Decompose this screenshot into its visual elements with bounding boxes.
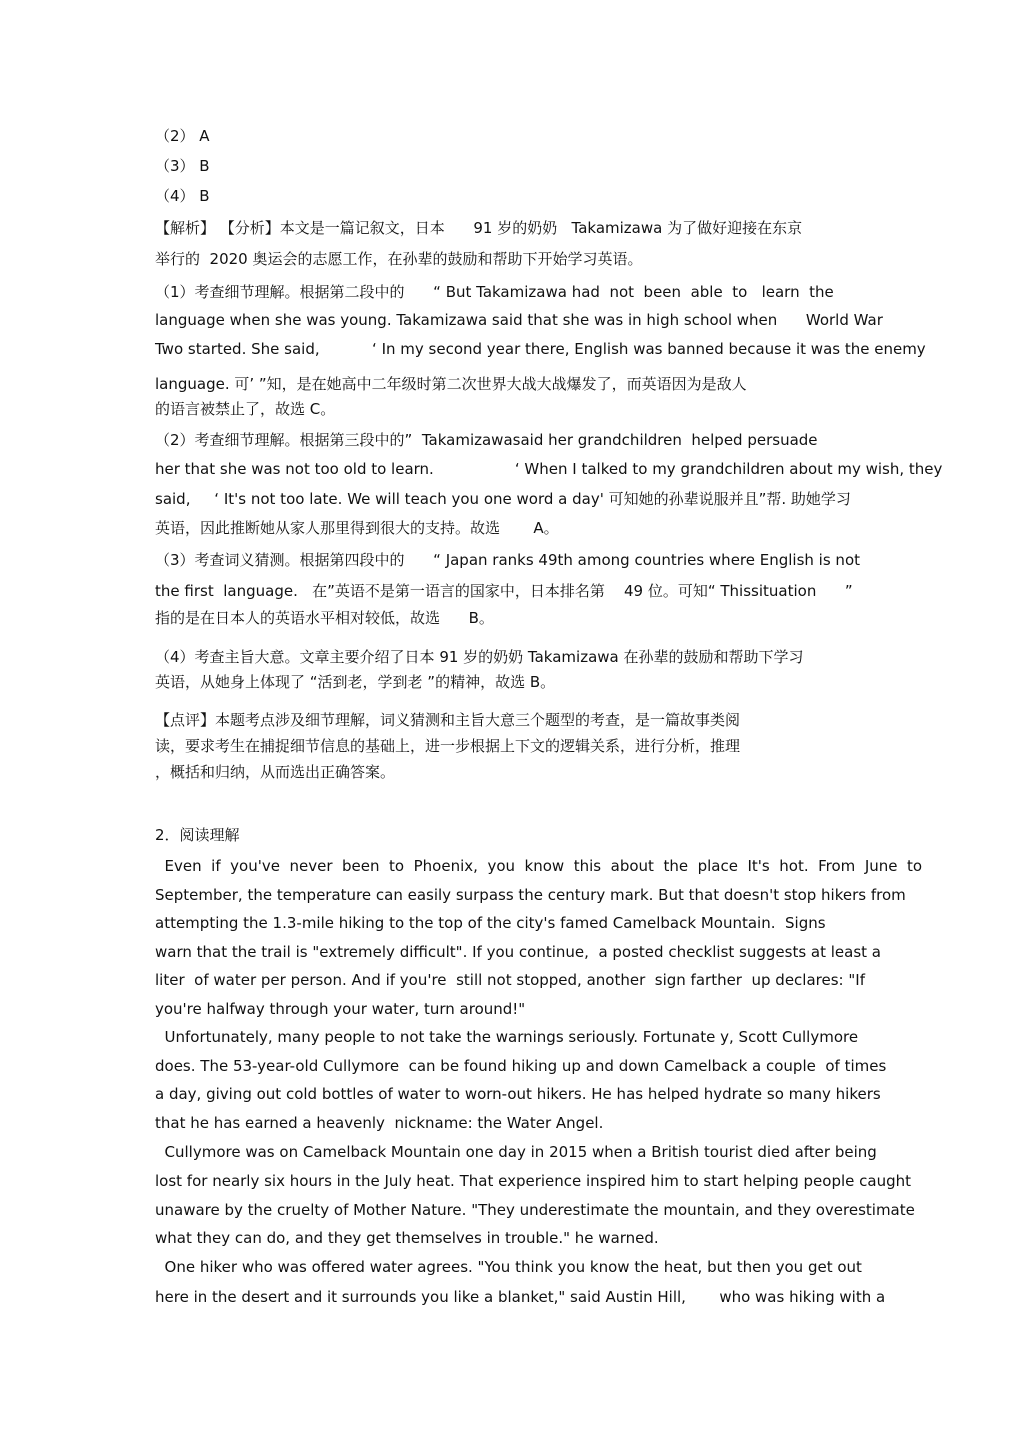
analysis-line: 举行的 2020 奥运会的志愿工作，在孙辈的鼓励和帮助下开始学习英语。 bbox=[155, 250, 643, 268]
passage-line: One hiker who was offered water agrees. "You think you know the heat, but then you get out bbox=[155, 1258, 862, 1276]
passage-line: a day, giving out cold bottles of water to worn-out hikers. He has helped hydrate so many hikers bbox=[155, 1085, 881, 1103]
passage-line: Cullymore was on Camelback Mountain one day in 2015 when a British tourist died after being bbox=[155, 1143, 877, 1161]
analysis-line: （2）考查细节理解。根据第三段中的” Takamizawasaid her grandchildren helped persuade bbox=[155, 431, 818, 449]
passage-line: here in the desert and it surrounds you like a blanket," said Austin Hill, who was hiking with a bbox=[155, 1288, 886, 1306]
analysis-line: （3）考查词义猜测。根据第四段中的 “ Japan ranks 49th among countries where English is not bbox=[155, 551, 861, 569]
analysis-line: （4）考查主旨大意。文章主要介绍了日本 91 岁的奶奶 Takamizawa 在孙辈的鼓励和帮助下学习 bbox=[155, 648, 804, 666]
passage-line: lost for nearly six hours in the July heat. That experience inspired him to start helping people caught bbox=[155, 1172, 911, 1190]
passage-line: attempting the 1.3-mile hiking to the top of the city's famed Camelback Mountain. Signs bbox=[155, 914, 826, 932]
passage-line: you're halfway through your water, turn around!" bbox=[155, 1000, 526, 1018]
analysis-line: 指的是在日本人的英语水平相对较低，故选 B。 bbox=[155, 609, 494, 627]
analysis-line: her that she was not too old to learn. ‘ When I talked to my grandchildren about my wish, they bbox=[155, 460, 943, 478]
analysis-line: language. 可’ ”知，是在她高中二年级时第二次世界大战大战爆发了，而英语因为是敌人 bbox=[155, 375, 747, 393]
passage-line: does. The 53-year-old Cullymore can be found hiking up and down Camelback a couple of times bbox=[155, 1057, 887, 1075]
passage-line: warn that the trail is "extremely difficult". If you continue, a posted checklist suggests at least a bbox=[155, 943, 881, 961]
analysis-line: 英语，从她身上体现了 “活到老，学到老 ”的精神，故选 B。 bbox=[155, 673, 556, 691]
analysis-line: said, ‘ It's not too late. We will teach you one word a day' 可知她的孙辈说服并且”帮. 助她学习 bbox=[155, 490, 851, 508]
answer-line: （2） A bbox=[155, 127, 210, 145]
passage-line: that he has earned a heavenly nickname: the Water Angel. bbox=[155, 1114, 604, 1132]
answer-line: （4） B bbox=[155, 187, 210, 205]
analysis-line: the first language. 在”英语不是第一语言的国家中，日本排名第 49 位。可知“ Thissituation ” bbox=[155, 582, 853, 600]
analysis-line: 【解析】 【分析】本文是一篇记叙文，日本 91 岁的奶奶 Takamizawa 为了做好迎接在东京 bbox=[155, 219, 803, 237]
analysis-line: 读，要求考生在捕捉细节信息的基础上，进一步根据上下文的逻辑关系，进行分析，推理 bbox=[155, 737, 741, 755]
passage-line: unaware by the cruelty of Mother Nature. "They underestimate the mountain, and they overestimate bbox=[155, 1201, 915, 1219]
analysis-line: language when she was young. Takamizawa said that she was in high school when World War bbox=[155, 311, 883, 329]
passage-line: Even if you've never been to Phoenix, you know this about the place It's hot. From June to bbox=[155, 857, 923, 875]
analysis-line: 英语，因此推断她从家人那里得到很大的支持。故选 A。 bbox=[155, 519, 559, 537]
analysis-line: （1）考查细节理解。根据第二段中的 “ But Takamizawa had not been able to learn the bbox=[155, 283, 834, 301]
analysis-line: Two started. She said, ‘ In my second year there, English was banned because it was the enemy bbox=[155, 340, 926, 358]
analysis-line: 的语言被禁止了，故选 C。 bbox=[155, 400, 336, 418]
section-heading: 2．阅读理解 bbox=[155, 826, 240, 844]
analysis-line: ，概括和归纳，从而选出正确答案。 bbox=[155, 763, 396, 781]
passage-line: Unfortunately, many people to not take the warnings seriously. Fortunate y, Scott Cullymore bbox=[155, 1028, 859, 1046]
passage-line: liter of water per person. And if you're still not stopped, another sign farther up declares: "If bbox=[155, 971, 865, 989]
analysis-line: 【点评】本题考点涉及细节理解，词义猜测和主旨大意三个题型的考查，是一篇故事类阅 bbox=[155, 711, 741, 729]
answer-line: （3） B bbox=[155, 157, 210, 175]
passage-line: September, the temperature can easily surpass the century mark. But that doesn't stop hikers from bbox=[155, 886, 906, 904]
passage-line: what they can do, and they get themselves in trouble." he warned. bbox=[155, 1229, 659, 1247]
